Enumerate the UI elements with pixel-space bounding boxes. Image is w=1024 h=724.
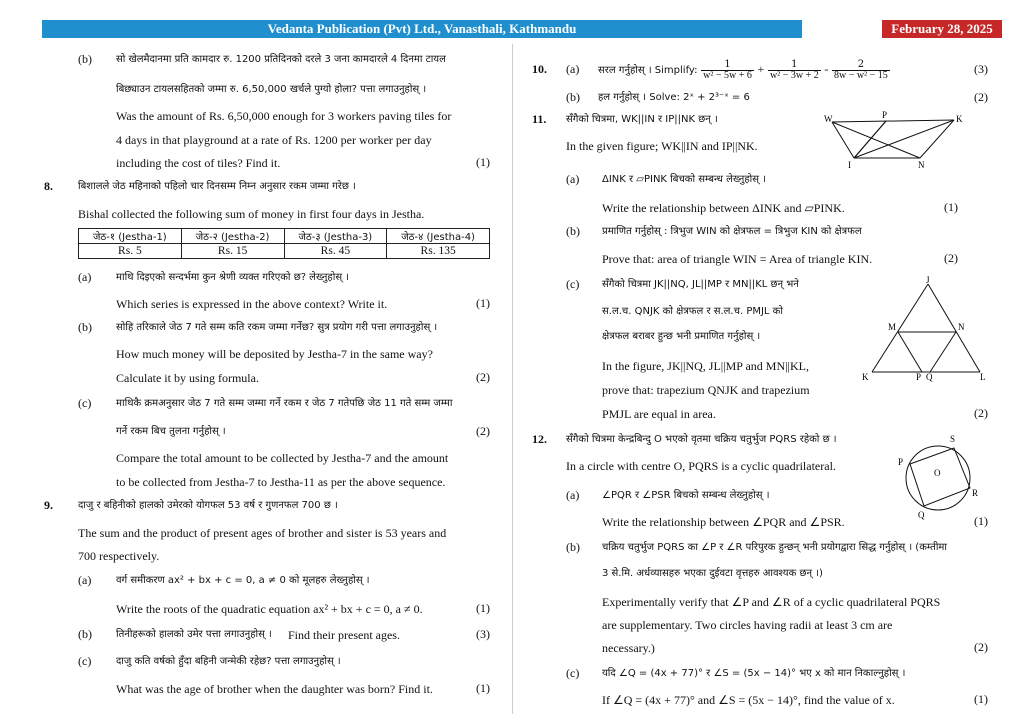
q11c-en-line3: PMJL are equal in area. [602, 407, 716, 421]
table-header-cell: जेठ-३ (Jestha-3) [284, 229, 387, 244]
q7b-np-line2: बिछ्याउन टायलसहितको जम्मा रु. 6,50,000 खर्चले पुग्यो होला? पत्ता लगाउनुहोस् । [116, 84, 427, 95]
q10b-marks: (2) [974, 90, 988, 104]
q11a-en: Write the relationship between ΔINK and ▱PINK. [602, 201, 845, 215]
table-cell: Rs. 45 [284, 244, 387, 259]
q11c-en-line1: In the figure, JK||NQ, JL||MP and MN||KL, [602, 359, 809, 373]
q12b-en-line2: are supplementary. Two circles having radii at least 3 cm are [602, 618, 893, 632]
q9a-np: वर्ग समीकरण ax² + bx + c = 0, a ≠ 0 को मूलहरु लेख्नुहोस् । [116, 575, 370, 586]
q8b-en-line1: How much money will be deposited by Jestha-7 in the same way? [116, 347, 433, 361]
q8b-en-line2: Calculate it by using formula. [116, 371, 259, 385]
q9c-label: (c) [78, 654, 92, 668]
q12b-np-line2: 3 से.मि. अर्धव्यासहरु भएका दुईवटा वृत्तहरु आवश्यक छन् ।) [602, 568, 823, 579]
q9-en-line2: 700 respectively. [78, 549, 160, 563]
q11-np: सँगैको चित्रमा, WK||IN र IP||NK छन् । [566, 114, 718, 125]
fraction-numerator: 1 [768, 60, 821, 71]
table-cell: Rs. 15 [181, 244, 284, 259]
fig3-label: R [972, 488, 979, 498]
plus-sign: + [757, 62, 765, 76]
q10a-marks: (3) [974, 62, 988, 76]
page-header [42, 20, 1002, 38]
q8a-en: Which series is expressed in the above context? Write it. [116, 297, 388, 311]
q11c-np-line2: स.ल.च. QNJK को क्षेत्रफल र स.ल.च. PMJL को [602, 306, 783, 317]
minus-sign: - [824, 62, 829, 76]
figure-cyclic-quadrilateral [894, 432, 984, 522]
q8a-np: माथि दिइएको सन्दर्भमा कुन श्रेणी व्यक्त गरिएको छ? लेख्नुहोस् । [116, 272, 350, 283]
fig2-label: K [862, 372, 869, 382]
q12a-label: (a) [566, 488, 580, 502]
q9a-marks: (1) [476, 601, 490, 615]
q12a-en: Write the relationship between ∠PQR and ∠PSR. [602, 515, 845, 529]
table-header-cell: जेठ-२ (Jestha-2) [181, 229, 284, 244]
q11-en: In the given figure; WK||IN and IP||NK. [566, 139, 758, 153]
q8c-en-line2: to be collected from Jestha-7 to Jestha-11 as per the above sequence. [116, 475, 446, 489]
fraction-denominator: w² − 3w + 2 [769, 69, 819, 81]
fig2-label: Q [926, 372, 933, 382]
q12c-marks: (1) [974, 692, 988, 706]
q12b-marks: (2) [974, 640, 988, 654]
q7b-label: (b) [78, 52, 92, 66]
q8c-np-line2: गर्ने रकम बिच तुलना गर्नुहोस् । [116, 426, 226, 437]
fig2-label: M [888, 322, 897, 332]
q9b-label: (b) [78, 627, 92, 641]
q8c-en-line1: Compare the total amount to be collected by Jestha-7 and the amount [116, 451, 449, 465]
fig1-label: K [956, 114, 963, 124]
q12b-np-line1: चक्रिय चतुर्भुज PQRS का ∠P र ∠R परिपुरक हुन्छन् भनी प्रयोगद्वारा सिद्ध गर्नुहोस् । (कम्तीमा [602, 542, 947, 553]
fraction-numerator: 2 [832, 60, 890, 71]
figure-parallelogram [824, 110, 972, 172]
jestha-table [78, 228, 490, 259]
q10a-np: सरल गर्नुहोस् । Simplify: [598, 65, 698, 76]
q9a-label: (a) [78, 573, 92, 587]
q12-np: सँगैको चित्रमा केन्द्रबिन्दु O भएको वृतमा चक्रिय चतुर्भुज PQRS रहेको छ । [566, 434, 837, 445]
q12b-en-line3: necessary.) [602, 641, 655, 655]
right-column [528, 48, 988, 708]
q8-np: बिशालले जेठ महिनाको पहिलो चार दिनसम्म निम्न अनुसार रकम जम्मा गरेछ । [78, 181, 356, 192]
fig1-label: W [824, 114, 833, 124]
column-divider [512, 44, 513, 714]
q12b-en-line1: Experimentally verify that ∠P and ∠R of a cyclic quadrilateral PQRS [602, 595, 941, 609]
date-badge: February 28, 2025 [882, 20, 1002, 38]
q9b-en: Find their present ages. [288, 628, 400, 642]
fig3-label: Q [918, 510, 925, 520]
q10b-np: हल गर्नुहोस् । Solve: 2ˣ + 2³⁻ˣ = 6 [598, 92, 750, 103]
q8a-label: (a) [78, 270, 92, 284]
table-header-row [79, 229, 490, 244]
q11a-np: ΔINK र ▱PINK बिचको सम्बन्ध लेख्नुहोस् । [602, 174, 766, 185]
q8c-marks: (2) [476, 424, 490, 438]
q7b-marks: (1) [476, 155, 490, 169]
fraction-3 [832, 60, 890, 81]
q8c-np-line1: माथिकै क्रमअनुसार जेठ 7 गते सम्म जम्मा गर्ने रकम र जेठ 7 गतेपछि जेठ 11 गते सम्म जम्मा [116, 398, 453, 409]
table-cell: Rs. 5 [79, 244, 182, 259]
q8a-marks: (1) [476, 296, 490, 310]
q12c-label: (c) [566, 666, 580, 680]
q12-en: In a circle with centre O, PQRS is a cyclic quadrilateral. [566, 459, 836, 473]
fraction-1 [701, 60, 754, 81]
q11c-label: (c) [566, 277, 580, 291]
q9-en-line1: The sum and the product of present ages of brother and sister is 53 years and [78, 526, 447, 540]
q11c-np-line1: सँगैको चित्रमा JK||NQ, JL||MP र MN||KL छन् भने [602, 279, 799, 290]
q10b-label: (b) [566, 90, 580, 104]
q9a-en: Write the roots of the quadratic equation ax² + bx + c = 0, a ≠ 0. [116, 602, 423, 616]
q8b-marks: (2) [476, 370, 490, 384]
q12c-en: If ∠Q = (4x + 77)° and ∠S = (5x − 14)°, find the value of x. [602, 693, 895, 707]
table-cell: Rs. 135 [387, 244, 490, 259]
fraction-2 [768, 60, 821, 81]
fig3-label: O [934, 468, 941, 478]
q9c-en: What was the age of brother when the daughter was born? Find it. [116, 682, 433, 696]
q11-number: 11. [532, 112, 547, 126]
fig2-label: J [926, 276, 930, 285]
table-value-row [79, 244, 490, 259]
q7b-np-line1: सो खेलमैदानमा प्रति कामदार रु. 1200 प्रतिदिनको दरले 3 जना कामदारले 4 दिनमा टायल [116, 54, 446, 65]
q7b-en-line2: 4 days in that playground at a rate of Rs. 1200 per worker per day [116, 133, 432, 147]
q9-np: दाजु र बहिनीको हालको उमेरको योगफल 53 वर्ष र गुणनफल 700 छ । [78, 500, 338, 511]
fraction-denominator: w² − 5w + 6 [703, 69, 752, 81]
table-header-cell: जेठ-१ (Jestha-1) [79, 229, 182, 244]
q7b-en-line3: including the cost of tiles? Find it. [116, 156, 281, 170]
publisher-banner: Vedanta Publication (Pvt) Ltd., Vanasthali, Kathmandu [42, 20, 802, 38]
fig1-label: N [918, 160, 925, 170]
q12a-np: ∠PQR र ∠PSR बिचको सम्बन्ध लेख्नुहोस् । [602, 490, 770, 501]
q10a-expression [598, 52, 988, 86]
q10-number: 10. [532, 62, 547, 76]
q11a-marks: (1) [944, 200, 958, 214]
fig1-label: I [848, 160, 851, 170]
fig2-label: L [980, 372, 986, 382]
q9c-np: दाजु कति वर्षको हुँदा बहिनी जन्मेकी रहेछ? पत्ता लगाउनुहोस् । [116, 656, 341, 667]
fig2-label: N [958, 322, 965, 332]
left-column [40, 48, 495, 708]
q12a-marks: (1) [974, 514, 988, 528]
fraction-denominator: 8w − w² − 15 [834, 69, 888, 81]
q11c-en-line2: prove that: trapezium QNJK and trapezium [602, 383, 810, 397]
q11b-marks: (2) [944, 251, 958, 265]
q7b-en-line1: Was the amount of Rs. 6,50,000 enough for 3 workers paving tiles for [116, 109, 452, 123]
q9c-marks: (1) [476, 681, 490, 695]
q8b-np: सोहि तरिकाले जेठ 7 गते सम्म कति रकम जम्मा गर्नेछ? सुत्र प्रयोग गरी पत्ता लगाउनुहोस् । [116, 322, 438, 333]
fraction-numerator: 1 [701, 60, 754, 71]
q12-number: 12. [532, 432, 547, 446]
q12c-np: यदि ∠Q = (4x + 77)° र ∠S = (5x − 14)° भए x को मान निकाल्नुहोस् । [602, 668, 906, 679]
q9b-marks: (3) [476, 627, 490, 641]
q11c-marks: (2) [974, 406, 988, 420]
q11b-np: प्रमाणित गर्नुहोस् : त्रिभुज WIN को क्षेत्रफल = त्रिभुज KIN को क्षेत्रफल [602, 226, 862, 237]
q12b-label: (b) [566, 540, 580, 554]
q9b-np: तिनीहरूको हालको उमेर पत्ता लगाउनुहोस् । [116, 629, 272, 640]
q9-number: 9. [44, 498, 53, 512]
q10a-label: (a) [566, 62, 580, 76]
q8-number: 8. [44, 179, 53, 193]
fig3-label: S [950, 434, 956, 444]
q11a-label: (a) [566, 172, 580, 186]
table-header-cell: जेठ-४ (Jestha-4) [387, 229, 490, 244]
fig2-label: P [916, 372, 922, 382]
q11b-en: Prove that: area of triangle WIN = Area of triangle KIN. [602, 252, 873, 266]
fig3-label: P [898, 457, 904, 467]
q8b-label: (b) [78, 320, 92, 334]
fig1-label: P [882, 110, 888, 120]
q8-en: Bishal collected the following sum of money in first four days in Jestha. [78, 207, 425, 221]
q11c-np-line3: क्षेत्रफल बराबर हुन्छ भनी प्रमाणित गर्नुहोस् । [602, 331, 761, 342]
figure-triangle-trapezium [860, 276, 988, 382]
q8c-label: (c) [78, 396, 92, 410]
q11b-label: (b) [566, 224, 580, 238]
